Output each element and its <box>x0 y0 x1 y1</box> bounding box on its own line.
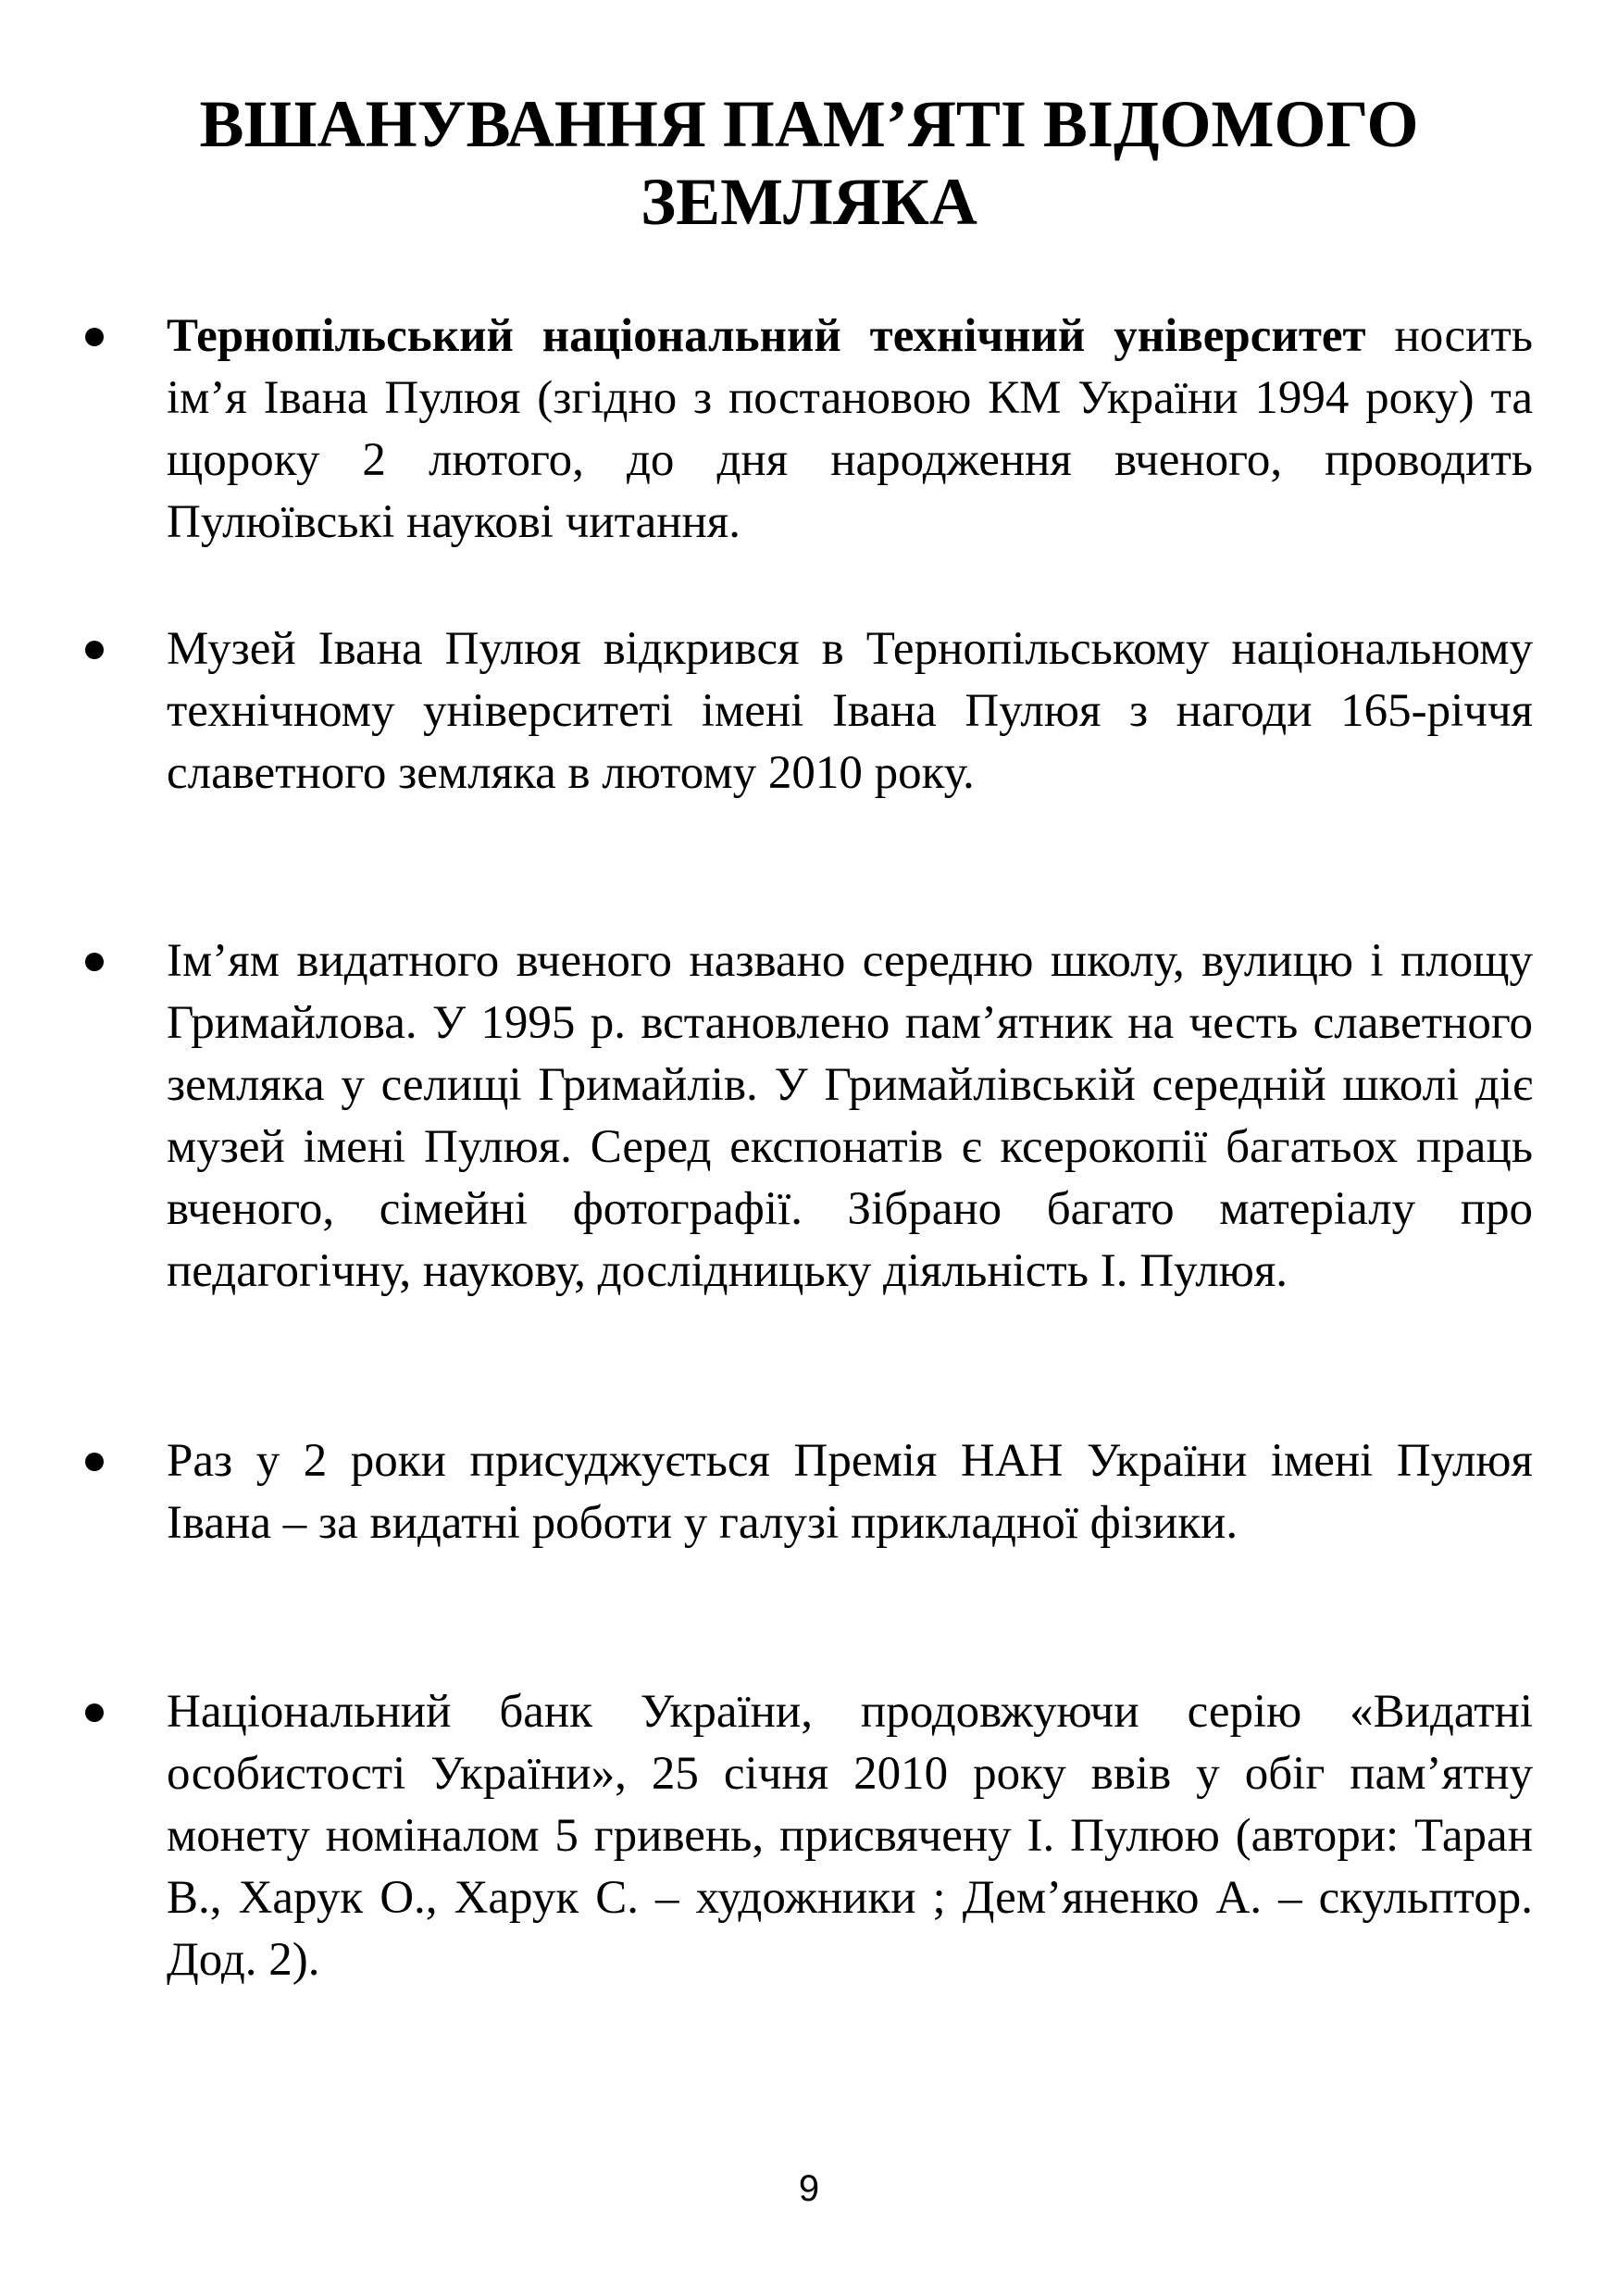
bullet-icon <box>85 306 113 368</box>
list-item-text: Музей Івана Пулюя відкривcя в Тернопільському національному технічному університеті імені Івана Пулюя з нагоди 165-річчя славетного земляка в лютому 2010 року. <box>167 623 1533 799</box>
list-item <box>167 1430 1533 1554</box>
list-item <box>167 1681 1533 1991</box>
page-title <box>111 85 1507 241</box>
list-item-text: Раз у 2 роки присуджується Премія НАН України імені Пулюя Івана – за видатні роботи у галузі прикладної фізики. <box>167 1435 1533 1549</box>
list-item-text: Національний банк України, продовжуючи серію «Видатні особистості України», 25 січня 2010 року ввів у обіг пам’ятну монету номіналом 5 гривень, присвячену І. Пулюю (автори: Таран В., Харук О., Харук С. – художники ; Дем’яненко А. – скульптор. Дод. 2). <box>167 1686 1533 1986</box>
list-item <box>167 618 1533 805</box>
title-line-2: ЗЕМЛЯКА <box>641 165 977 239</box>
bullet-icon <box>85 618 113 680</box>
list-item <box>167 306 1533 554</box>
list-item-text: Ім’ям видатного вченого названо середню школу, вулицю і площу Гримайлова. У 1995 р. встановлено пам’ятник на честь славетного земляка у селищі Гримайлів. У Гримайлівській середній школі діє музей імені Пулюя. Серед експонатів є ксерокопії багатьох праць вченого, сімейні фотографії. Зібрано багато матеріалу про педагогічну, наукову, дослідницьку діяльність І. Пулюя. <box>167 935 1533 1297</box>
bullet-icon <box>85 1430 113 1492</box>
bullet-icon <box>85 1681 113 1743</box>
page-number: 9 <box>798 2168 820 2209</box>
list-item-text: носить ім’я Івана Пулюя (згідно з постановою КМ України 1994 року) та щороку 2 лютого, до дня народження вченого, проводить Пулюївські наукові читання. <box>167 310 1533 548</box>
list-item-lead: Тернопільський національний технічний університет <box>167 310 1366 362</box>
list-item <box>167 930 1533 1303</box>
bullet-icon <box>85 930 113 992</box>
title-line-1: ВШАНУВАННЯ ПАМ’ЯТІ ВІДОМОГО <box>199 87 1419 161</box>
